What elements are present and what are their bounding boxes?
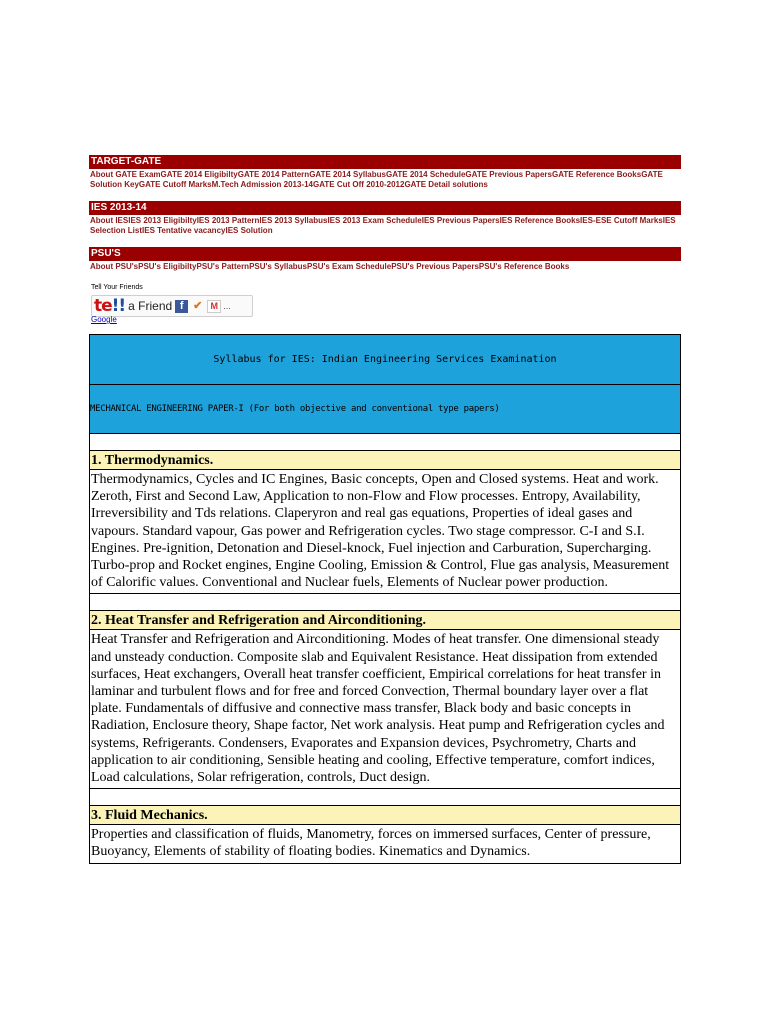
- nav-link[interactable]: GATE 2014 Pattern: [237, 170, 310, 179]
- nav-link[interactable]: GATE 2014 Eligibilty: [160, 170, 238, 179]
- blank-row: [90, 789, 680, 806]
- nav-link[interactable]: About GATE Exam: [90, 170, 161, 179]
- nav-link[interactable]: IES-ESE Cutoff Marks: [580, 216, 663, 225]
- syllabus-table: [89, 334, 681, 864]
- nav-title-psus: PSU'S: [89, 247, 681, 261]
- nav-link[interactable]: PSU's Previous Papers: [391, 262, 479, 271]
- nav-link[interactable]: IES Previous Papers: [421, 216, 500, 225]
- nav-block-psus: [89, 247, 681, 272]
- nav-link[interactable]: PSU's Syllabus: [249, 262, 308, 271]
- nav-title-target-gate: TARGET-GATE: [89, 155, 681, 169]
- tell-logo: te!!: [94, 296, 126, 316]
- nav-link[interactable]: IES Reference Books: [499, 216, 581, 225]
- nav-link[interactable]: PSU's Reference Books: [478, 262, 570, 271]
- section-heading: 3. Fluid Mechanics.: [90, 806, 680, 825]
- syllabus-title: Syllabus for IES: Indian Engineering Services Examination: [90, 335, 680, 385]
- nav-link[interactable]: IES 2013 Pattern: [196, 216, 260, 225]
- section-heading: 1. Thermodynamics.: [90, 451, 680, 470]
- nav-link[interactable]: IES Tentative vacancy: [142, 226, 226, 235]
- nav-block-ies: [89, 201, 681, 236]
- section-body: Properties and classification of fluids, Manometry, forces on immersed surfaces, Center of pressure, Buoyancy, Elements of stability of floating bodies. Kinematics and Dynamics.: [90, 825, 680, 862]
- nav-block-target-gate: [89, 155, 681, 190]
- nav-links-ies: [89, 216, 681, 236]
- nav-title-ies: IES 2013-14: [89, 201, 681, 215]
- nav-link[interactable]: GATE 2014 Syllabus: [309, 170, 386, 179]
- tell-a-friend-button[interactable]: [91, 295, 253, 317]
- nav-link[interactable]: GATE Solution Key: [90, 170, 663, 189]
- section-body: Heat Transfer and Refrigeration and Airconditioning. Modes of heat transfer. One dimensional steady and unsteady conduction. Composite slab and Equivalent Resistance. Heat dissipation from extended surfaces, Heat exchangers, Overall heat transfer coefficient, Empirical correlations for heat transfer in laminar and turbulent flows and for free and forced Convection, Thermal boundary layer over a flat plate. Fundamentals of diffusive and connective mass transfer, Black body and basic concepts in Radiation, Enclosure theory, Shape factor, Net work analysis. Heat pump and Refrigeration cycles and systems, Refrigerants. Condensers, Evaporates and Expansion devices, Psychrometry, Charts and application to air conditioning, Sensible heating and cooling, Effective temperature, comfort indices, Load calculations, Solar refrigeration, controls, Duct design.: [90, 630, 680, 789]
- nav-link[interactable]: PSU's Eligibilty: [138, 262, 197, 271]
- nav-link[interactable]: IES 2013 Eligibilty: [128, 216, 197, 225]
- section-body: Thermodynamics, Cycles and IC Engines, Basic concepts, Open and Closed systems. Heat and work. Zeroth, First and Second Law, Application to non-Flow and Flow processes. Entropy, Availability, Irreversibility and Tds relations. Claperyron and real gas equations, Properties of ideal gases and vapours. Standard vapour, Gas power and Refrigeration cycles. Two stage compressor. C-I and S.I. Engines. Pre-ignition, Detonation and Diesel-knock, Fuel injection and Carburation, Supercharging. Turbo-prop and Rocket engines, Engine Cooling, Emission & Control, Flue gas analysis, Measurement of Calorific values. Conventional and Nuclear fuels, Elements of Nuclear power production.: [90, 470, 680, 594]
- nav-link[interactable]: PSU's Exam Schedule: [307, 262, 392, 271]
- nav-link[interactable]: GATE Previous Papers: [465, 170, 552, 179]
- nav-link[interactable]: GATE Cutoff Marks: [138, 180, 212, 189]
- google-link[interactable]: Google: [91, 315, 117, 324]
- blank-row: [90, 594, 680, 611]
- nav-link[interactable]: About PSU's: [90, 262, 139, 271]
- nav-link[interactable]: GATE Reference Books: [551, 170, 642, 179]
- facebook-icon[interactable]: f: [175, 300, 188, 313]
- tell-your-friends-label: Tell Your Friends: [91, 284, 143, 291]
- nav-link[interactable]: IES 2013 Syllabus: [259, 216, 328, 225]
- nav-links-target-gate: [89, 170, 681, 190]
- nav-link[interactable]: GATE 2014 Schedule: [385, 170, 466, 179]
- nav-link[interactable]: About IES: [90, 216, 129, 225]
- blank-row: [90, 434, 680, 451]
- nav-link[interactable]: IES Solution: [225, 226, 273, 235]
- nav-link[interactable]: M.Tech Admission 2013-14: [211, 180, 314, 189]
- nav-link[interactable]: PSU's Pattern: [196, 262, 250, 271]
- more-icon[interactable]: ...: [223, 301, 231, 311]
- nav-link[interactable]: IES 2013 Exam Schedule: [327, 216, 422, 225]
- hive-icon[interactable]: ✔: [193, 299, 203, 312]
- nav-link[interactable]: GATE Detail solutions: [404, 180, 488, 189]
- paper-title: MECHANICAL ENGINEERING PAPER-I (For both objective and conventional type papers): [90, 385, 680, 434]
- nav-links-psus: [89, 262, 681, 272]
- tell-a-friend-text: a Friend: [128, 299, 173, 313]
- nav-link[interactable]: GATE Cut Off 2010-2012: [313, 180, 405, 189]
- section-heading: 2. Heat Transfer and Refrigeration and Airconditioning.: [90, 611, 680, 630]
- nav-link[interactable]: IES Selection List: [90, 216, 676, 235]
- gmail-icon[interactable]: M: [207, 300, 221, 313]
